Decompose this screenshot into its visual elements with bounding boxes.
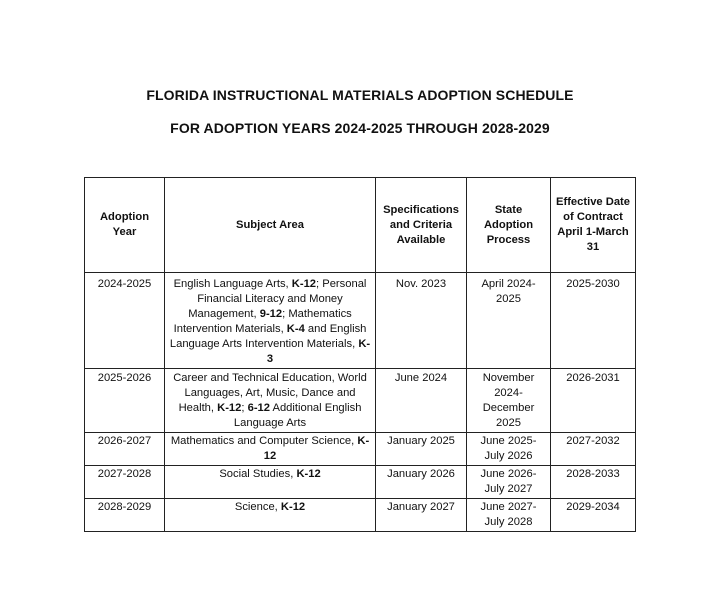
cell-subject-area <box>165 273 376 369</box>
grade-range-text: K-3 <box>266 338 371 365</box>
cell-specifications: Nov. 2023 <box>376 273 467 369</box>
cell-adoption-process: November 2024-December 2025 <box>467 369 551 433</box>
cell-adoption-year: 2026-2027 <box>85 433 165 466</box>
document-subtitle: FOR ADOPTION YEARS 2024-2025 THROUGH 2028-2029 <box>170 120 550 136</box>
cell-effective-date: 2026-2031 <box>551 369 636 433</box>
subject-text: Science, <box>234 501 281 513</box>
table-row <box>85 499 636 532</box>
cell-specifications: January 2027 <box>376 499 467 532</box>
grade-range-text: 9-12 <box>259 308 283 320</box>
table-row <box>85 369 636 433</box>
cell-adoption-year: 2027-2028 <box>85 466 165 499</box>
cell-subject-area <box>165 466 376 499</box>
table-row <box>85 466 636 499</box>
cell-effective-date: 2025-2030 <box>551 273 636 369</box>
cell-adoption-process: June 2027-July 2028 <box>467 499 551 532</box>
subject-text: ; Mathematics Intervention Materials, <box>173 308 352 335</box>
cell-effective-date: 2028-2033 <box>551 466 636 499</box>
grade-range-text: K-12 <box>280 501 306 513</box>
grade-range-text: K-12 <box>263 435 370 462</box>
grade-range-text: 6-12 <box>247 402 270 414</box>
cell-effective-date: 2029-2034 <box>551 499 636 532</box>
cell-adoption-process: June 2026-July 2027 <box>467 466 551 499</box>
subject-text: ; Personal Financial Literacy and Money Management, <box>188 278 367 320</box>
cell-adoption-process: June 2025-July 2026 <box>467 433 551 466</box>
subject-text: English Language Arts, <box>173 278 292 290</box>
cell-specifications: June 2024 <box>376 369 467 433</box>
table-row <box>85 273 636 369</box>
cell-subject-area <box>165 499 376 532</box>
cell-subject-area <box>165 369 376 433</box>
header-state-adoption-process: State Adoption Process <box>467 178 551 273</box>
header-adoption-year: Adoption Year <box>85 178 165 273</box>
cell-subject-area <box>165 433 376 466</box>
cell-adoption-process: April 2024-2025 <box>467 273 551 369</box>
cell-specifications: January 2025 <box>376 433 467 466</box>
subject-text: Mathematics and Computer Science, <box>170 435 358 447</box>
cell-adoption-year: 2025-2026 <box>85 369 165 433</box>
cell-adoption-year: 2024-2025 <box>85 273 165 369</box>
grade-range-text: K-12 <box>296 468 321 480</box>
subject-text: and English Language Arts Intervention Materials, <box>169 323 367 350</box>
adoption-schedule-table <box>84 177 636 532</box>
cell-adoption-year: 2028-2029 <box>85 499 165 532</box>
table-row <box>85 433 636 466</box>
header-effective-date: Effective Date of Contract April 1-March 31 <box>551 178 636 273</box>
subject-text: ; <box>241 402 248 414</box>
header-subject-area: Subject Area <box>165 178 376 273</box>
document-title: FLORIDA INSTRUCTIONAL MATERIALS ADOPTION SCHEDULE <box>146 87 574 103</box>
subject-text: Additional English Language Arts <box>233 402 362 429</box>
table-header-row <box>85 178 636 273</box>
header-specifications: Specifications and Criteria Available <box>376 178 467 273</box>
cell-specifications: January 2026 <box>376 466 467 499</box>
grade-range-text: K-12 <box>291 278 317 290</box>
subject-text: Social Studies, <box>219 468 297 480</box>
grade-range-text: K-4 <box>286 323 305 335</box>
cell-effective-date: 2027-2032 <box>551 433 636 466</box>
subject-text: Career and Technical Education, World Languages, Art, Music, Dance and Health, <box>173 372 367 414</box>
grade-range-text: K-12 <box>217 402 242 414</box>
